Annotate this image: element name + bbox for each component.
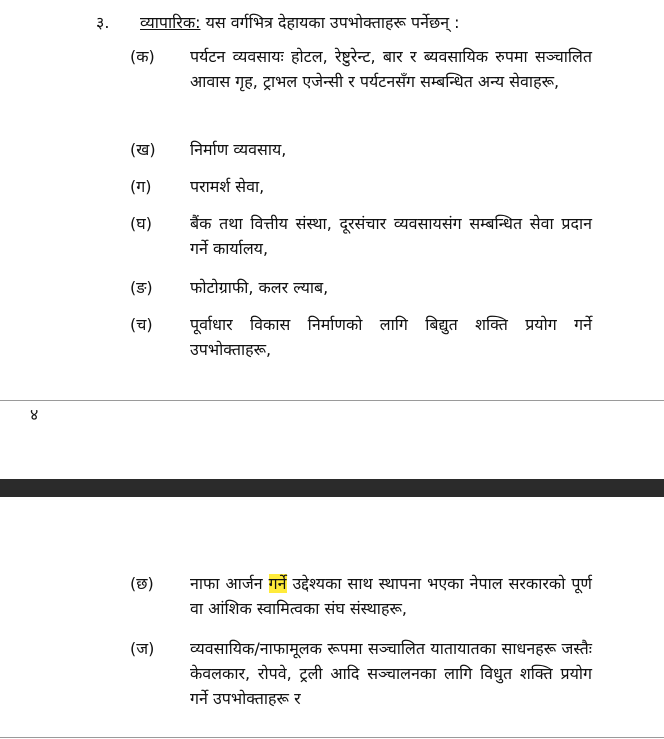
item-label: (छ): [130, 574, 154, 593]
item-label: (ङ): [130, 278, 153, 297]
list-item: [130, 44, 592, 94]
item-label: (क): [130, 47, 155, 66]
section-intro: यस वर्गभित्र देहायका उपभोक्ताहरू पर्नेछन् :: [205, 13, 460, 32]
item-text: पर्यटन व्यवसायः होटल, रेष्टुरेन्ट, बार र ब्यवसायिक रुपमा सञ्चालित आवास गृह, ट्राभल एजेन्सी र पर्यटनसँग सम्बन्धित अन्य सेवाहरू,: [190, 47, 592, 91]
item-label: (ज): [130, 639, 155, 658]
list-item: [130, 174, 592, 199]
item-text: निर्माण व्यवसाय,: [190, 140, 287, 159]
highlighted-text: गर्: [268, 574, 287, 593]
list-item: [130, 312, 592, 362]
item-text: फोटोग्राफी, कलर ल्याब,: [190, 278, 329, 297]
item-text: परामर्श सेवा,: [190, 177, 265, 196]
list-item: [130, 211, 592, 261]
item-label: (ख): [130, 140, 156, 159]
item-text: पूर्वाधार विकास निर्माणको लागि बिद्युत शक्ति प्रयोग गर्ने उपभोक्ताहरू,: [190, 315, 592, 359]
list-item: [130, 571, 592, 621]
item-text: बैंक तथा वित्तीय संस्था, दूरसंचार व्यवसायसंग सम्बन्धित सेवा प्रदान गर्ने कार्यालय,: [190, 214, 592, 258]
item-text: व्यवसायिक/नाफामूलक रूपमा सञ्चालित यातायातका साधनहरू जस्तैः केवलकार, रोपवे, ट्रली आदि सञ्चालनका लागि विधुत शक्ति प्रयोग गर्ने उपभोक्ताहरू र: [190, 639, 592, 708]
page-bottom-rule: [0, 400, 664, 401]
item-label: (घ): [130, 214, 152, 233]
text-segment: नाफा आर्जन: [190, 574, 269, 593]
list-item: [130, 275, 592, 300]
item-label: (ग): [130, 177, 152, 196]
item-text: [190, 571, 592, 621]
document-page-2: [0, 497, 664, 739]
text-segment: ने उद्देश्यका साथ स्थापना भएका नेपाल सरकारको पूर्ण वा आंशिक स्वामित्वका संघ संस्थाहरू,: [190, 574, 592, 618]
list-item: [130, 137, 592, 162]
section-heading: [96, 11, 460, 33]
section-term: व्यापारिक:: [140, 13, 201, 32]
page-bottom-rule: [0, 737, 664, 738]
item-label: (च): [130, 315, 153, 334]
page-separator: [0, 479, 664, 497]
page-number: ४: [30, 405, 39, 424]
list-item: [130, 636, 592, 711]
section-number: ३.: [96, 13, 110, 32]
